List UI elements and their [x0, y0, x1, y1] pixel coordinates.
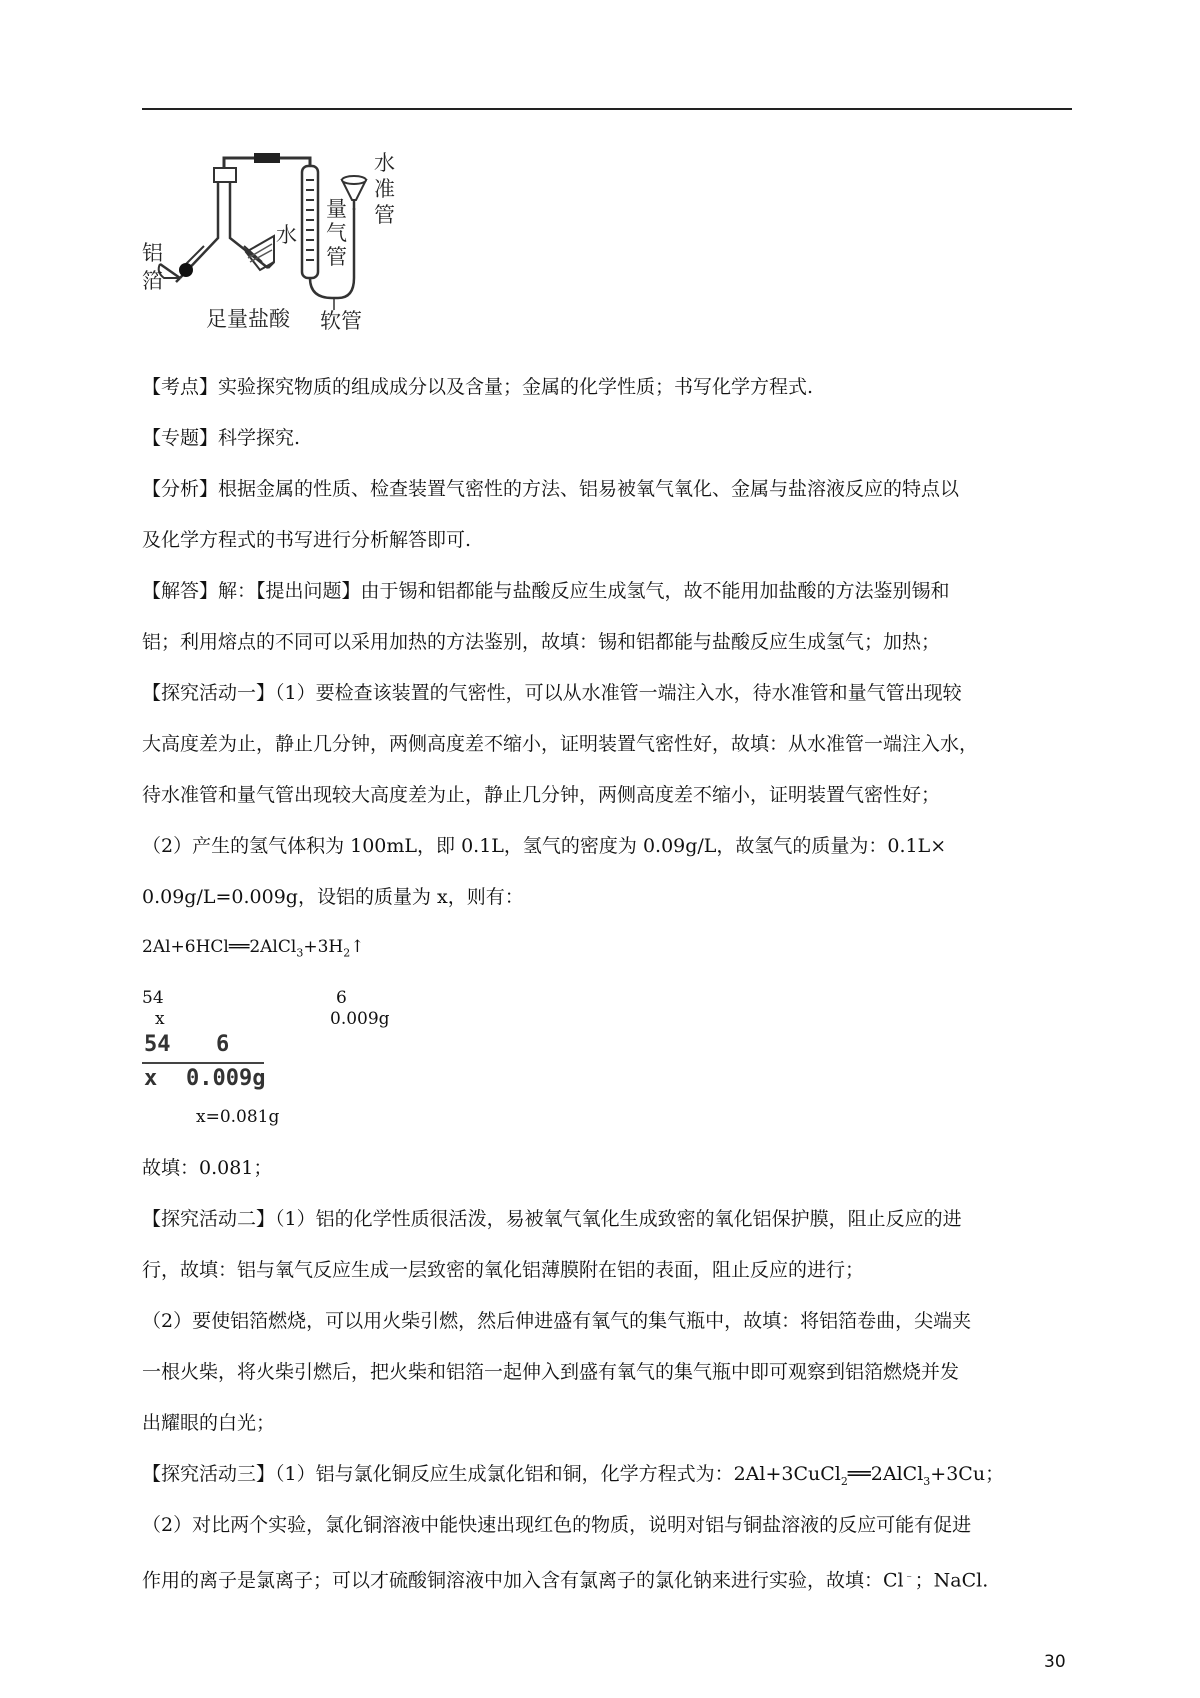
label-gas-tube-2: 气 [326, 221, 347, 245]
equation-subscript-2: 2 [343, 946, 351, 960]
equation-subscript-3: 3 [296, 946, 304, 960]
activity1-line-2: 大高度差为止，静止几分钟，两侧高度差不缩小，证明装置气密性好，故填：从水准管一端注入水， [142, 733, 979, 755]
activity3-line-3-tail: ；NaCl. [914, 1569, 989, 1592]
equation-reactants: 2Al+6HCl [142, 937, 229, 957]
label-gas-tube-3: 管 [326, 245, 347, 269]
result-x: x=0.081g [196, 1107, 280, 1127]
activity1-line-1: 【探究活动一】（1）要检查该装置的气密性，可以从水准管一端注入水，待水准管和量气管出现较 [142, 682, 962, 704]
activity1-line-3: 待水准管和量气管出现较大高度差为止，静止几分钟，两侧高度差不缩小，证明装置气密性好； [142, 784, 941, 806]
cucl2-subscript: 2 [840, 1474, 848, 1488]
fenxi-line-2: 及化学方程式的书写进行分析解答即可. [142, 529, 472, 551]
activity3-line-1 [142, 1457, 1082, 1499]
label-level-tube-1: 水 [374, 151, 395, 175]
equation-arrow: ══ [228, 937, 250, 957]
fraction-numerator-right: 6 [216, 1032, 230, 1057]
ratio-x: x [155, 1009, 165, 1029]
activity3-line-2: （2）对比两个实验，氯化铜溶液中能快速出现红色的物质，说明对铝与铜盐溶液的反应可能有促进 [142, 1514, 972, 1536]
fenxi-line-1: 【分析】根据金属的性质、检查装置气密性的方法、铝易被氧气氧化、金属与盐溶液反应的特点以 [142, 478, 960, 500]
ratio-54: 54 [142, 988, 164, 1008]
equation-product-2: +3H [303, 937, 344, 957]
label-water: 水 [276, 223, 297, 247]
label-al-foil-2: 箔 [142, 269, 163, 293]
label-gas-tube-1: 量 [326, 197, 347, 221]
ratio-0009g: 0.009g [330, 1009, 390, 1029]
activity3-line-1-text: 【探究活动三】（1）铝与氯化铜反应生成氯化铝和铜，化学方程式为：2Al+3CuCl [142, 1463, 841, 1485]
label-level-tube-3: 管 [374, 203, 395, 227]
up-arrow-icon: ↑ [350, 937, 365, 957]
proportion-fraction [142, 1032, 268, 1094]
activity2-line-3: （2）要使铝箔燃烧，可以用火柴引燃，然后伸进盛有氧气的集气瓶中，故填：将铝箔卷曲，尖端夹 [142, 1310, 972, 1332]
activity2-line-2: 行，故填：铝与氧气反应生成一层致密的氧化铝薄膜附在铝的表面，阻止反应的进行； [142, 1259, 865, 1281]
fraction-denominator-left: x [144, 1066, 158, 1091]
activity2-line-5: 出耀眼的白光； [142, 1412, 276, 1434]
activity1-line-4: （2）产生的氢气体积为 100mL，即 0.1L，氢气的密度为 0.09g/L，故氢气的质量为：0.1L× [142, 835, 947, 857]
activity1-line-5: 0.09g/L=0.009g，设铝的质量为 x，则有： [142, 886, 524, 908]
jieda-line-2: 铝；利用熔点的不同可以采用加热的方法鉴别，故填：锡和铝都能与盐酸反应生成氢气；加热； [142, 631, 941, 653]
activity2-line-4: 一根火柴，将火柴引燃后，把火柴和铝箔一起伸入到盛有氧气的集气瓶中即可观察到铝箔燃烧并发 [142, 1361, 960, 1383]
label-level-tube-2: 准 [374, 177, 395, 201]
label-hose: 软管 [320, 309, 362, 333]
page-number: 30 [1044, 1652, 1066, 1672]
fraction-denominator-right: 0.009g [186, 1066, 266, 1091]
activity3-arrow: ══ [847, 1463, 871, 1485]
equation-product-1: 2AlCl [249, 937, 297, 957]
activity3-line-1-tail: +3Cu； [930, 1463, 1005, 1485]
chemical-equation [142, 930, 1082, 970]
alcl3-subscript: 3 [923, 1474, 931, 1488]
label-al-foil-1: 铝 [142, 241, 163, 265]
alcl3-text: 2AlCl [870, 1463, 924, 1485]
activity3-line-3-text: 作用的离子是氯离子；可以才硫酸铜溶液中加入含有氯离子的氯化钠来进行实验，故填：Cl [142, 1569, 904, 1592]
fraction-bar [142, 1062, 264, 1064]
ratio-6: 6 [336, 988, 347, 1008]
jieda-line-1: 【解答】解：【提出问题】由于锡和铝都能与盐酸反应生成氢气，故不能用加盐酸的方法鉴别锡和 [142, 580, 950, 602]
gas-collection-apparatus-figure [142, 150, 442, 365]
label-hcl: 足量盐酸 [206, 307, 290, 331]
header-rule [142, 108, 1072, 110]
activity2-line-1: 【探究活动二】（1）铝的化学性质很活泼，易被氧气氧化生成致密的氧化铝保护膜，阻止反应的进 [142, 1208, 962, 1230]
guzhen-line: 故填：0.081； [142, 1157, 273, 1179]
kaodian-line: 【考点】实验探究物质的组成成分以及含量；金属的化学性质；书写化学方程式. [142, 376, 814, 398]
chloride-charge: ﹣ [903, 1569, 915, 1582]
fraction-numerator-left: 54 [144, 1032, 171, 1057]
activity3-line-3 [142, 1559, 1082, 1597]
zhuanti-line: 【专题】科学探究. [142, 427, 301, 449]
